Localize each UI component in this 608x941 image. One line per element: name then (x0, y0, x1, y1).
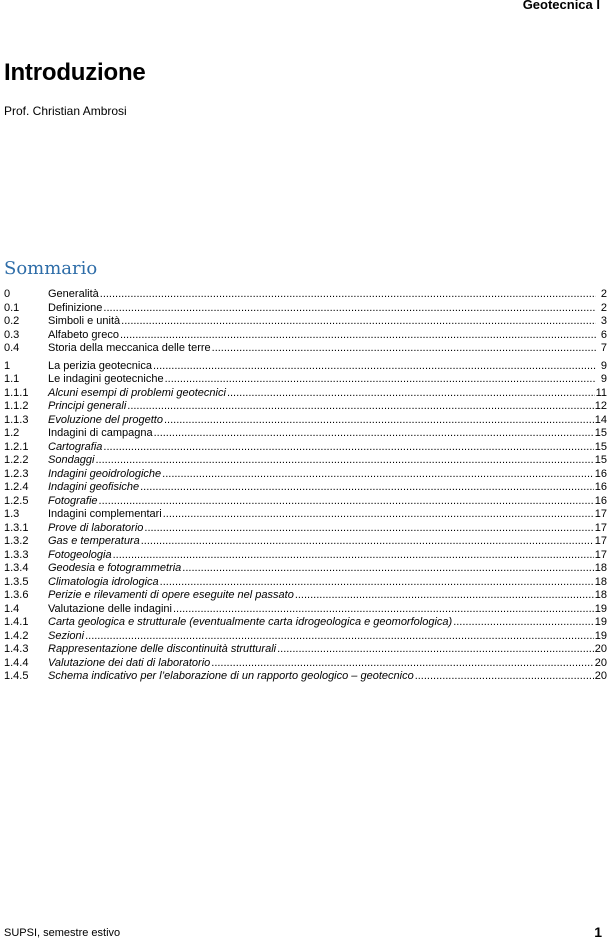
toc-entry-page: 19 (594, 616, 607, 628)
toc-leader-dots (127, 400, 593, 414)
toc-leader-dots (173, 603, 594, 617)
toc-entry-title: Generalità (48, 288, 99, 300)
toc-entry-number: 1.1 (4, 373, 20, 385)
toc-entry-number: 1.4 (4, 602, 20, 615)
toc-entry-number: 1.4.5 (4, 670, 29, 682)
toc-entry[interactable] (4, 589, 608, 603)
toc-entry[interactable] (4, 329, 608, 343)
toc-leader-dots (103, 441, 593, 455)
toc-leader-dots (140, 481, 594, 495)
toc-entry[interactable] (4, 562, 608, 576)
toc-entry[interactable] (4, 427, 608, 441)
toc-leader-dots (211, 657, 593, 671)
toc-entry[interactable] (4, 549, 608, 563)
toc-entry-page: 18 (594, 562, 607, 574)
toc-entry-title: Fotografie (48, 494, 98, 507)
toc-entry[interactable] (4, 616, 608, 630)
toc-entry-number: 1.3.2 (4, 535, 29, 547)
toc-entry-page: 15 (594, 454, 607, 466)
toc-entry-title: Perizie e rilevamenti di opere eseguite nel passato (48, 589, 294, 601)
toc-entry[interactable] (4, 302, 608, 316)
toc-entry[interactable] (4, 522, 608, 536)
toc-leader-dots (141, 535, 594, 549)
toc-entry-page: 18 (594, 575, 607, 588)
toc-entry-number: 1.3 (4, 508, 20, 520)
toc-entry[interactable] (4, 360, 608, 374)
toc-leader-dots (212, 342, 596, 356)
toc-entry[interactable] (4, 535, 608, 549)
toc-leader-dots (160, 576, 594, 590)
toc-leader-dots (165, 373, 596, 387)
toc-entry-title: Simboli e unità (48, 315, 121, 327)
toc-leader-dots (153, 360, 596, 374)
toc-entry-title: Fotogeologia (48, 548, 112, 561)
toc-entry-number: 0.1 (4, 301, 20, 314)
toc-entry[interactable] (4, 576, 608, 590)
toc-entry-title: Indagini geoidrologiche (48, 467, 162, 480)
toc-leader-dots (121, 315, 596, 329)
toc-entry-title: Indagini di campagna (48, 427, 153, 439)
toc-entry[interactable] (4, 373, 608, 387)
toc-entry-number: 1.4.3 (4, 643, 29, 655)
toc-entry-page: 9 (600, 359, 607, 372)
toc-entry-page: 16 (594, 494, 607, 507)
toc-entry-page: 2 (600, 301, 607, 314)
page-title: Introduzione (4, 59, 146, 86)
toc-entry-title: Le indagini geotecniche (48, 373, 164, 385)
toc-leader-dots (85, 630, 594, 644)
toc-entry-number: 0 (4, 288, 11, 300)
toc-entry-page: 7 (600, 342, 607, 354)
toc-leader-dots (227, 387, 595, 401)
toc-leader-dots (277, 643, 594, 657)
toc-heading: Sommario (4, 258, 98, 279)
toc-entry[interactable] (4, 387, 608, 401)
toc-entry-title: Cartografia (48, 440, 103, 453)
toc-entry[interactable] (4, 508, 608, 522)
toc-entry-page: 3 (600, 315, 607, 327)
toc-entry-page: 19 (594, 602, 607, 615)
toc-entry-title: Geodesia e fotogrammetria (48, 562, 182, 574)
toc-entry-page: 20 (594, 656, 607, 669)
toc-leader-dots (100, 288, 596, 302)
toc-entry[interactable] (4, 468, 608, 482)
toc-entry-title: Sondaggi (48, 454, 95, 466)
toc-entry-page: 20 (594, 643, 607, 655)
footer-page-number: 1 (594, 924, 602, 940)
toc-leader-dots (144, 522, 593, 536)
toc-entry[interactable] (4, 400, 608, 414)
footer-semester: SUPSI, semestre estivo (4, 927, 121, 939)
toc-leader-dots (99, 495, 594, 509)
toc-entry-title: Principi generali (48, 400, 127, 412)
toc-leader-dots (182, 562, 593, 576)
toc-entry-title: Schema indicativo per l’elaborazione di un rapporto geologico – geotecnico (48, 670, 414, 682)
toc-entry[interactable] (4, 657, 608, 671)
toc-entry[interactable] (4, 414, 608, 428)
toc-leader-dots (96, 454, 594, 468)
toc-entry-number: 1.4.1 (4, 616, 29, 628)
toc-entry-title: Definizione (48, 301, 103, 314)
toc-entry-title: Indagini complementari (48, 508, 162, 520)
toc-entry-number: 1.3.3 (4, 548, 29, 561)
toc-entry[interactable] (4, 495, 608, 509)
toc-leader-dots (415, 670, 594, 684)
toc-leader-dots (162, 468, 594, 482)
toc-entry-page: 14 (594, 413, 607, 426)
toc-leader-dots (164, 414, 594, 428)
toc-entry-number: 1.1.2 (4, 400, 29, 412)
toc-entry[interactable] (4, 454, 608, 468)
toc-entry-number: 1.2.2 (4, 454, 29, 466)
toc-entry-number: 1.2.4 (4, 481, 29, 493)
toc-entry-page: 16 (594, 481, 607, 493)
toc-entry-title: Valutazione delle indagini (48, 602, 172, 615)
toc-entry-page: 15 (594, 427, 607, 439)
toc-entry-title: Alcuni esempi di problemi geotecnici (48, 386, 226, 399)
toc-entry-number: 1.3.6 (4, 589, 29, 601)
toc-entry-title: Evoluzione del progetto (48, 413, 163, 426)
toc-entry-title: Storia della meccanica delle terre (48, 342, 211, 354)
toc-entry-page: 17 (594, 521, 607, 534)
toc-entry-title: La perizia geotecnica (48, 359, 152, 372)
toc-leader-dots (163, 508, 594, 522)
toc-entry[interactable] (4, 630, 608, 644)
toc-leader-dots (113, 549, 594, 563)
toc-entry-title: Climatologia idrologica (48, 575, 159, 588)
toc-entry-number: 1 (4, 359, 11, 372)
toc-entry-title: Indagini geofisiche (48, 481, 140, 493)
toc-entry-number: 1.1.3 (4, 413, 29, 426)
toc-leader-dots (154, 427, 594, 441)
toc-entry-page: 12 (594, 400, 607, 412)
toc-leader-dots (295, 589, 594, 603)
toc-entry-title: Carta geologica e strutturale (eventualmente carta idrogeologica e geomorfologica) (48, 616, 453, 628)
toc-entry-title: Gas e temperatura (48, 535, 140, 547)
toc-entry-title: Rappresentazione delle discontinuità strutturali (48, 643, 277, 655)
toc-leader-dots (103, 302, 596, 316)
toc-entry-page: 20 (594, 670, 607, 682)
toc-entry-number: 1.4.4 (4, 656, 29, 669)
toc-entry-page: 6 (600, 328, 607, 341)
toc-entry-number: 1.2.1 (4, 440, 29, 453)
toc-entry[interactable] (4, 288, 608, 302)
toc-entry-page: 19 (594, 629, 607, 642)
header-course: Geotecnica I (522, 0, 600, 12)
toc-entry[interactable] (4, 342, 608, 356)
toc-entry-number: 1.3.1 (4, 521, 29, 534)
toc-entry-page: 16 (594, 467, 607, 480)
toc-entry-title: Sezioni (48, 629, 85, 642)
toc-entry-number: 1.3.5 (4, 575, 29, 588)
toc-entry-page: 18 (594, 589, 607, 601)
toc-entry-page: 9 (600, 373, 607, 385)
toc-entry-page: 11 (595, 386, 607, 399)
toc-entry-number: 0.2 (4, 315, 20, 327)
toc-entry[interactable] (4, 670, 608, 684)
toc-entry[interactable] (4, 441, 608, 455)
toc-entry-page: 15 (594, 440, 607, 453)
toc-entry[interactable] (4, 315, 608, 329)
toc-entry-number: 1.2.5 (4, 494, 29, 507)
toc-entry-number: 1.1.1 (4, 386, 29, 399)
toc-entry-page: 17 (594, 548, 607, 561)
toc-entry-number: 0.4 (4, 342, 20, 354)
toc-entry-page: 17 (594, 535, 607, 547)
toc-entry[interactable] (4, 481, 608, 495)
toc-leader-dots (120, 329, 596, 343)
author: Prof. Christian Ambrosi (4, 104, 127, 118)
toc-entry[interactable] (4, 603, 608, 617)
toc-entry-number: 1.2 (4, 427, 20, 439)
toc-entry-title: Alfabeto greco (48, 328, 119, 341)
toc-entry-title: Valutazione dei dati di laboratorio (48, 656, 211, 669)
table-of-contents (4, 288, 608, 684)
toc-entry-title: Prove di laboratorio (48, 521, 144, 534)
toc-entry-page: 2 (600, 288, 607, 300)
toc-entry-number: 0.3 (4, 328, 20, 341)
toc-entry-page: 17 (594, 508, 607, 520)
toc-leader-dots (453, 616, 594, 630)
toc-entry-number: 1.2.3 (4, 467, 29, 480)
toc-entry-number: 1.4.2 (4, 629, 29, 642)
toc-entry-number: 1.3.4 (4, 562, 29, 574)
toc-entry[interactable] (4, 643, 608, 657)
